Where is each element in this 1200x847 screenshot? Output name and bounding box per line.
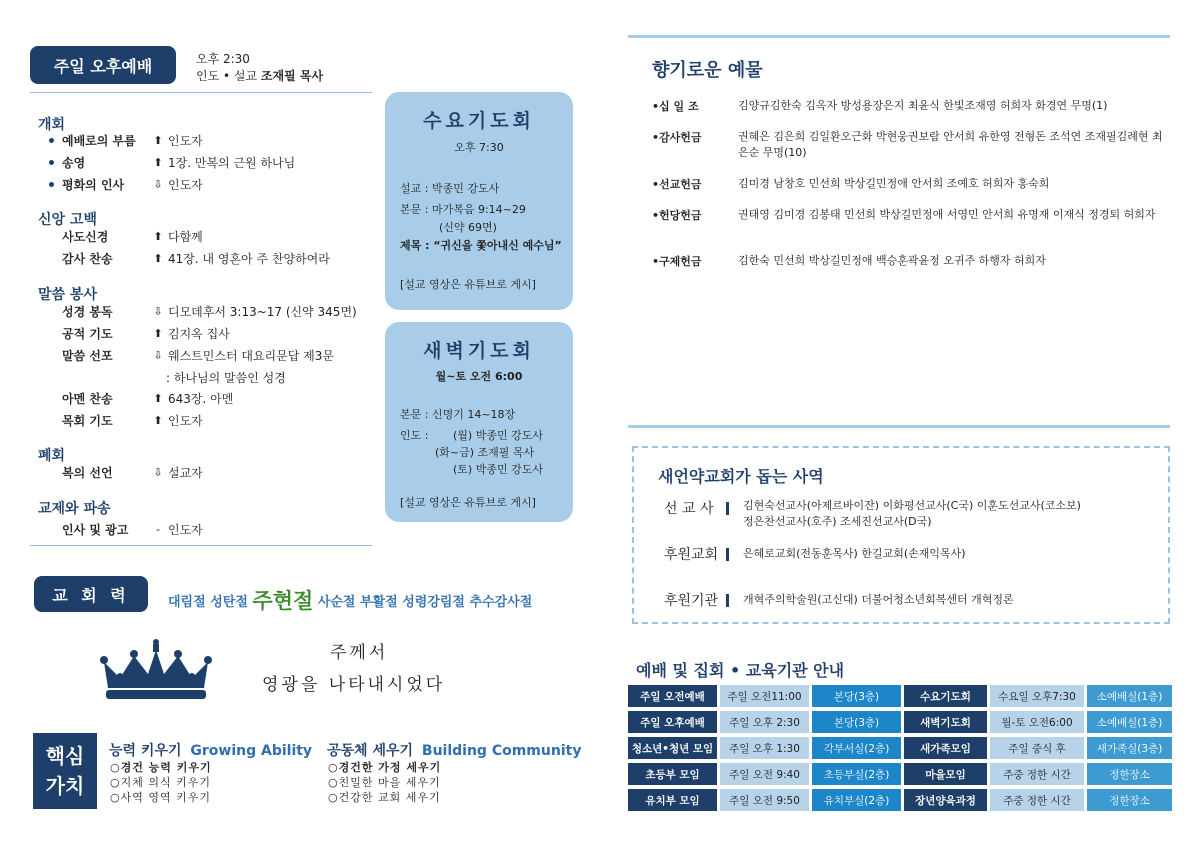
offerings-title: 향기로운 예물 [652, 60, 763, 81]
afternoon-service-leader [196, 67, 323, 84]
dawn-title: 새벽기도회 [423, 340, 535, 362]
calendar-verse-1: 주께서 [330, 643, 389, 663]
stand-arrow-icon: ⬆ [153, 414, 163, 427]
offering-names: 김한숙 민선희 박상길민정애 백승훈곽윤정 오귀주 하행자 허희자 [738, 254, 1046, 267]
stand-arrow-icon: ⬆ [153, 327, 163, 340]
offering-names: 김미경 남창호 민선희 박상길민정애 안서희 조예호 허희자 홍숙희 [738, 177, 1050, 190]
order-label: 예배로의 부름 [62, 134, 136, 148]
calendar-badge-text: 교 회 력 [52, 585, 130, 605]
section-title-opening: 개회 [38, 117, 66, 133]
schedule-cell: 주일 중식 후 [990, 737, 1084, 759]
dawn-prayer-box [385, 322, 573, 522]
core-col1-title-en: Growing Ability [190, 743, 313, 759]
bullet-dot [49, 182, 54, 187]
wednesday-note: [설교 영상은 유튜브로 게시] [400, 278, 536, 291]
order-text: 다함께 [168, 230, 203, 244]
schedule-cell: 유치부실(2층) [812, 789, 901, 811]
ministry-bar-icon [726, 502, 729, 515]
offering-names: 권혜은 김은희 김일환오근화 박현웅권보람 안서희 유한영 전형돈 조석연 조재필김례현 최은순 무명(10) [738, 130, 1163, 159]
afternoon-service-badge-text: 주일 오후예배 [53, 56, 153, 76]
order-text: 인도자 [168, 134, 203, 148]
dash-icon: - [156, 523, 160, 536]
core-badge-line1: 핵심 [45, 744, 85, 768]
crown-icon [100, 638, 212, 700]
bullet-dot [49, 138, 54, 143]
dawn-lead-3: (토) 박종민 강도사 [453, 463, 543, 476]
dawn-lead-2: (화~금) 조재필 목사 [435, 446, 535, 459]
schedule-cell: 정한장소 [1087, 789, 1172, 811]
sit-arrow-icon: ⇩ [153, 349, 163, 362]
schedule-cell: 주일 오전예배 [628, 685, 717, 707]
season-after: 사순절 부활절 성령강림절 추수감사절 [317, 595, 533, 610]
order-row [62, 521, 203, 538]
ministry-row-agency [664, 590, 1014, 610]
core-item: ○친밀한 마을 세우기 [328, 776, 441, 789]
order-text: 1장. 만복의 근원 하나님 [168, 156, 296, 170]
order-label: 공적 기도 [62, 327, 113, 341]
order-text: 인도자 [168, 414, 203, 428]
order-row [62, 390, 233, 407]
dawn-text: 본문 : 신명기 14~18장 [400, 408, 516, 421]
section-title-closing: 폐회 [38, 448, 66, 464]
offering-row [652, 253, 1168, 269]
order-label: 감사 찬송 [62, 252, 113, 266]
order-row [62, 325, 230, 342]
order-text: 643장. 아멘 [168, 392, 234, 406]
offering-row [652, 129, 1168, 161]
sit-arrow-icon: ⇩ [153, 178, 163, 191]
leader-prefix: 인도 • 설교 [196, 69, 258, 83]
order-text: 웨스트민스터 대요리문답 제3문 [168, 349, 334, 363]
wednesday-time: 오후 7:30 [454, 141, 504, 154]
schedule-cell: 초등부 모임 [628, 763, 717, 785]
core-badge-line2: 가치 [45, 774, 85, 798]
schedule-cell: 주일 오전 9:40 [720, 763, 809, 785]
dawn-time: 월~토 오전 6:00 [435, 370, 523, 383]
offering-label: •구제헌금 [652, 255, 702, 268]
subject-text: “귀신을 쫓아내신 예수님” [433, 239, 562, 252]
dawn-lead-label: 인도 : [400, 429, 429, 442]
ministry-value: 은혜로교회(전동훈목사) 한길교회(손재익목사) [743, 547, 966, 560]
schedule-cell: 새가족모임 [904, 737, 987, 759]
offering-label: •헌당헌금 [652, 209, 702, 222]
order-label: 평화의 인사 [62, 178, 125, 192]
schedule-cell: 장년양육과정 [904, 789, 987, 811]
schedule-cell: 유치부 모임 [628, 789, 717, 811]
schedule-cell: 주중 정한 시간 [990, 763, 1084, 785]
schedule-cell: 초등부실(2층) [812, 763, 901, 785]
order-text: 41장. 내 영혼아 주 찬양하여라 [168, 252, 330, 266]
order-row [62, 303, 357, 320]
ministry-title: 새언약교회가 돕는 사역 [658, 467, 824, 486]
calendar-seasons [168, 583, 532, 613]
schedule-cell: 새벽기도회 [904, 711, 987, 733]
order-label: 송영 [62, 156, 86, 170]
offering-names: 권태영 김미경 김봉태 민선희 박상길민정애 서영민 안서희 유명재 이재식 정경퇴 허희자 [738, 208, 1156, 221]
schedule-cell: 주일 오후 1:30 [720, 737, 809, 759]
schedule-cell: 본당(3층) [812, 685, 901, 707]
order-row [62, 347, 334, 364]
core-values-badge [33, 733, 97, 809]
order-row [62, 464, 203, 481]
ministry-value: 김현숙선교사(아제르바이잔) 이화평선교사(C국) 이훈도선교사(코소보) [743, 499, 1081, 512]
order-text: : 하나님의 말씀인 성경 [166, 371, 286, 385]
core-col2-title-en: Building Community [421, 743, 582, 759]
section-title-confession: 신앙 고백 [38, 212, 97, 228]
ministry-label: 후원기관 [664, 593, 719, 609]
ministry-value-cont: 정은찬선교사(호주) 조세진선교사(D국) [743, 515, 932, 528]
order-label: 사도신경 [62, 230, 109, 244]
schedule-cell: 본당(3층) [812, 711, 901, 733]
order-label: 성경 봉독 [62, 305, 113, 319]
ministry-row-church [664, 544, 966, 564]
ministry-label: 후원교회 [664, 547, 719, 563]
schedule-cell: 주일 오후예배 [628, 711, 717, 733]
core-col2-title-ko: 공동체 세우기 [327, 743, 414, 759]
wednesday-subject [400, 237, 562, 253]
order-label: 복의 선언 [62, 466, 113, 480]
core-col1-title [109, 740, 312, 760]
calendar-verse-2: 영광을 나타내시었다 [262, 675, 446, 695]
ministry-top-rule [628, 425, 1170, 428]
order-text: 디모데후서 3:13~17 (신약 345면) [168, 305, 357, 319]
ministry-bar-icon [726, 548, 729, 561]
order-divider [30, 545, 372, 546]
order-label: 인사 및 광고 [62, 523, 129, 537]
offering-row [652, 98, 1168, 114]
core-col2-title [327, 740, 581, 760]
order-row [62, 154, 295, 171]
calendar-badge [34, 576, 148, 612]
order-text: 인도자 [168, 523, 203, 537]
order-row [62, 250, 330, 267]
core-col1-title-ko: 능력 키우기 [109, 743, 182, 759]
offering-row [652, 207, 1168, 223]
wednesday-text: 본문 : 마가복음 9:14~29 [400, 203, 526, 216]
schedule-cell: 새가족실(3층) [1087, 737, 1172, 759]
afternoon-service-badge [30, 46, 176, 84]
season-current: 주현절 [252, 589, 314, 613]
schedule-cell: 소예배실(1층) [1087, 711, 1172, 733]
order-row [62, 176, 203, 193]
order-row-continued [166, 369, 286, 386]
schedule-cell: 소예배실(1층) [1087, 685, 1172, 707]
schedule-grid [628, 685, 1172, 815]
stand-arrow-icon: ⬆ [153, 230, 163, 243]
section-title-fellowship: 교제와 파송 [38, 501, 111, 517]
schedule-cell: 주일 오전11:00 [720, 685, 809, 707]
offering-label: •감사헌금 [652, 131, 702, 144]
ministry-bar-icon [726, 594, 729, 607]
order-row [62, 132, 203, 149]
schedule-cell: 정한장소 [1087, 763, 1172, 785]
sit-arrow-icon: ⇩ [153, 466, 163, 479]
offerings-top-rule [628, 35, 1170, 38]
schedule-cell: 각부서실(2층) [812, 737, 901, 759]
order-text: 김지옥 집사 [168, 327, 230, 341]
order-label: 말씀 선포 [62, 349, 113, 363]
core-item: ○경건 능력 키우기 [110, 761, 212, 774]
schedule-cell: 수요기도회 [904, 685, 987, 707]
leader-name: 조재필 목사 [260, 69, 324, 83]
core-item: ○건강한 교회 세우기 [328, 791, 441, 804]
core-col2-list [328, 760, 441, 805]
offering-row [652, 176, 1168, 192]
schedule-cell: 마을모임 [904, 763, 987, 785]
stand-arrow-icon: ⬆ [153, 156, 163, 169]
ministry-row-missionary [664, 498, 1081, 530]
wednesday-preacher: 설교 : 박종민 강도사 [400, 182, 500, 195]
schedule-cell: 수요일 오후7:30 [990, 685, 1084, 707]
dawn-lead-1: (월) 박종민 강도사 [453, 429, 543, 442]
wednesday-prayer-box [385, 92, 573, 310]
wednesday-text-page: (신약 69면) [439, 221, 497, 234]
section-title-word: 말씀 봉사 [38, 287, 97, 303]
schedule-cell: 주일 오전 9:50 [720, 789, 809, 811]
offering-label: •십 일 조 [652, 100, 699, 113]
offering-label: •선교헌금 [652, 178, 702, 191]
season-before: 대림절 성탄절 [168, 595, 248, 610]
schedule-cell: 월-토 오전6:00 [990, 711, 1084, 733]
bullet-dot [49, 160, 54, 165]
offering-names: 김양규김한숙 김옥자 방성용장은지 최윤식 한빛조재영 허희자 화경연 무명(1) [738, 99, 1108, 112]
schedule-cell: 주일 오후 2:30 [720, 711, 809, 733]
wednesday-title: 수요기도회 [423, 110, 535, 132]
order-label: 아멘 찬송 [62, 392, 113, 406]
ministry-label: 선 교 사 [664, 501, 714, 517]
order-row [62, 228, 203, 245]
afternoon-service-time: 오후 2:30 [196, 52, 250, 66]
subject-label: 제목 : [400, 239, 430, 252]
ministry-value: 개혁주의학술원(고신대) 더불어청소년회복센터 개혁정론 [743, 593, 1014, 606]
sit-arrow-icon: ⇩ [153, 305, 163, 318]
stand-arrow-icon: ⬆ [153, 252, 163, 265]
order-label: 목회 기도 [62, 414, 113, 428]
core-item: ○지체 의식 키우기 [110, 776, 211, 789]
stand-arrow-icon: ⬆ [153, 134, 163, 147]
schedule-cell: 청소년•청년 모임 [628, 737, 717, 759]
order-row [62, 412, 203, 429]
header-divider [30, 92, 372, 93]
core-item: ○경건한 가정 세우기 [328, 761, 442, 774]
core-col1-list [110, 760, 212, 805]
dawn-note: [설교 영상은 유튜브로 게시] [400, 496, 536, 509]
core-item: ○사역 영역 키우기 [110, 791, 211, 804]
stand-arrow-icon: ⬆ [153, 392, 163, 405]
schedule-cell: 주중 정한 시간 [990, 789, 1084, 811]
schedule-title: 예배 및 집회 • 교육기관 안내 [636, 661, 845, 680]
order-text: 설교자 [168, 466, 203, 480]
order-text: 인도자 [168, 178, 203, 192]
ministry-box [632, 446, 1170, 624]
